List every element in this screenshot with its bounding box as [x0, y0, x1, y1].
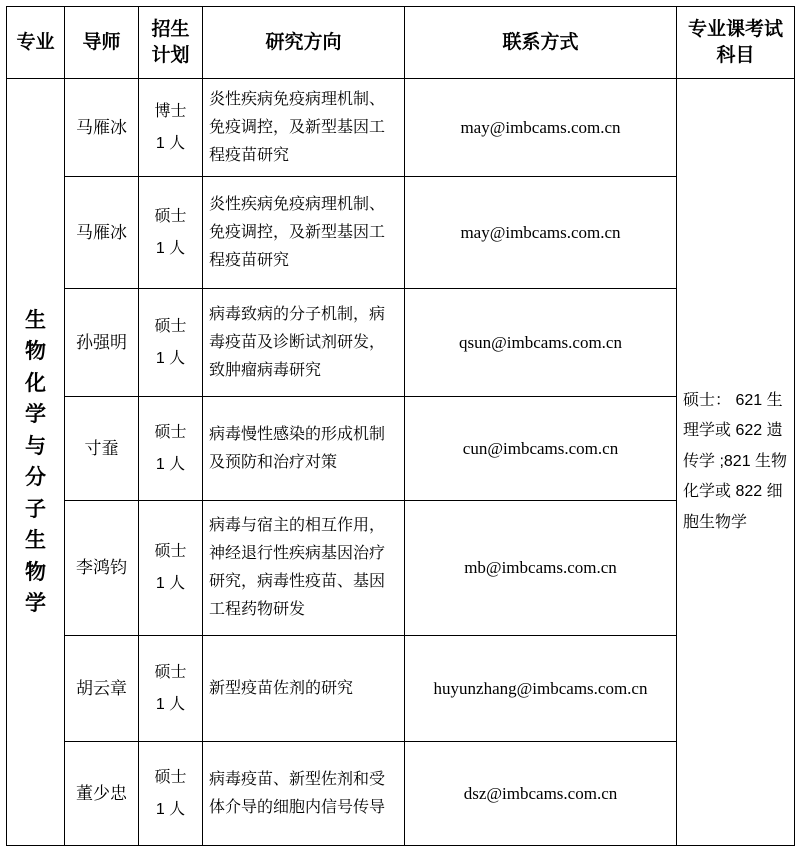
- plan-cell: [139, 636, 203, 742]
- plan-quota: 1 人: [155, 695, 186, 713]
- table-header: [7, 7, 795, 79]
- plan-degree: 硕士: [154, 663, 187, 681]
- direction-cell: 炎性疾病免疫病理机制、免疫调控，及新型基因工程疫苗研究: [203, 79, 405, 177]
- contact-cell: huyunzhang@imbcams.com.cn: [405, 636, 677, 742]
- column-header-advisor: 导师: [65, 7, 139, 79]
- column-header-major: 专业: [7, 7, 65, 79]
- table-row: [7, 397, 795, 501]
- column-header-contact: 联系方式: [405, 7, 677, 79]
- contact-cell: may@imbcams.com.cn: [405, 177, 677, 289]
- contact-cell: mb@imbcams.com.cn: [405, 501, 677, 636]
- table-row: [7, 177, 795, 289]
- plan-quota: 1 人: [155, 455, 186, 473]
- advisor-cell: 李鸿钧: [65, 501, 139, 636]
- header-row: [7, 7, 795, 79]
- plan-degree: 硕士: [154, 768, 187, 786]
- direction-cell: 病毒致病的分子机制，病毒疫苗及诊断试剂研发，致肿瘤病毒研究: [203, 289, 405, 397]
- advisor-cell: 寸䪞: [65, 397, 139, 501]
- table-row: [7, 79, 795, 177]
- plan-cell: [139, 177, 203, 289]
- plan-quota: 1 人: [155, 239, 186, 257]
- table-row: [7, 742, 795, 846]
- plan-degree: 硕士: [154, 317, 187, 335]
- column-header-exam-line2: 科目: [716, 44, 755, 66]
- contact-cell: may@imbcams.com.cn: [405, 79, 677, 177]
- plan-cell: [139, 289, 203, 397]
- direction-cell: 炎性疾病免疫病理机制、免疫调控，及新型基因工程疫苗研究: [203, 177, 405, 289]
- plan-cell: [139, 742, 203, 846]
- advisor-cell: 孙强明: [65, 289, 139, 397]
- admissions-table: [6, 6, 795, 846]
- table-row: [7, 289, 795, 397]
- plan-degree: 硕士: [154, 543, 187, 560]
- plan-cell: [139, 397, 203, 501]
- plan-degree: 硕士: [154, 207, 187, 225]
- direction-cell: 病毒慢性感染的形成机制及预防和治疗对策: [203, 397, 405, 501]
- plan-cell: [139, 79, 203, 177]
- direction-cell: 新型疫苗佐剂的研究: [203, 636, 405, 742]
- table-row: [7, 636, 795, 742]
- major-label: 生物化学与分子生物学: [25, 308, 46, 615]
- column-header-exam-subjects: [677, 7, 795, 79]
- direction-cell: 病毒疫苗、新型佐剂和受体介导的细胞内信号传导: [203, 742, 405, 846]
- plan-quota: 1 人: [155, 134, 186, 152]
- plan-degree: 硕士: [154, 423, 187, 441]
- table-row: [7, 501, 795, 636]
- plan-degree: 博士: [154, 102, 187, 120]
- advisor-cell: 马雁冰: [65, 79, 139, 177]
- column-header-plan-line1: 招生: [151, 18, 190, 40]
- column-header-exam-line1: 专业课考试: [687, 18, 783, 40]
- column-header-plan: [139, 7, 203, 79]
- contact-cell: dsz@imbcams.com.cn: [405, 742, 677, 846]
- exam-subjects-cell: 硕士： 621 生理学或 622 遗传学 ;821 生物化学或 822 细胞生物学: [677, 79, 795, 846]
- contact-cell: qsun@imbcams.com.cn: [405, 289, 677, 397]
- plan-cell: [139, 501, 203, 636]
- plan-quota: 1 人: [155, 800, 186, 818]
- advisor-cell: 董少忠: [65, 742, 139, 846]
- plan-quota: 1 人: [155, 575, 186, 592]
- contact-cell: cun@imbcams.com.cn: [405, 397, 677, 501]
- column-header-research-direction: 研究方向: [203, 7, 405, 79]
- column-header-plan-line2: 计划: [151, 44, 190, 66]
- major-cell: [7, 79, 65, 846]
- advisor-cell: 马雁冰: [65, 177, 139, 289]
- plan-quota: 1 人: [155, 349, 186, 367]
- direction-cell: 病毒与宿主的相互作用，神经退行性疾病基因治疗研究，病毒性疫苗、基因工程药物研发: [203, 501, 405, 636]
- advisor-cell: 胡云章: [65, 636, 139, 742]
- table-body: [7, 79, 795, 846]
